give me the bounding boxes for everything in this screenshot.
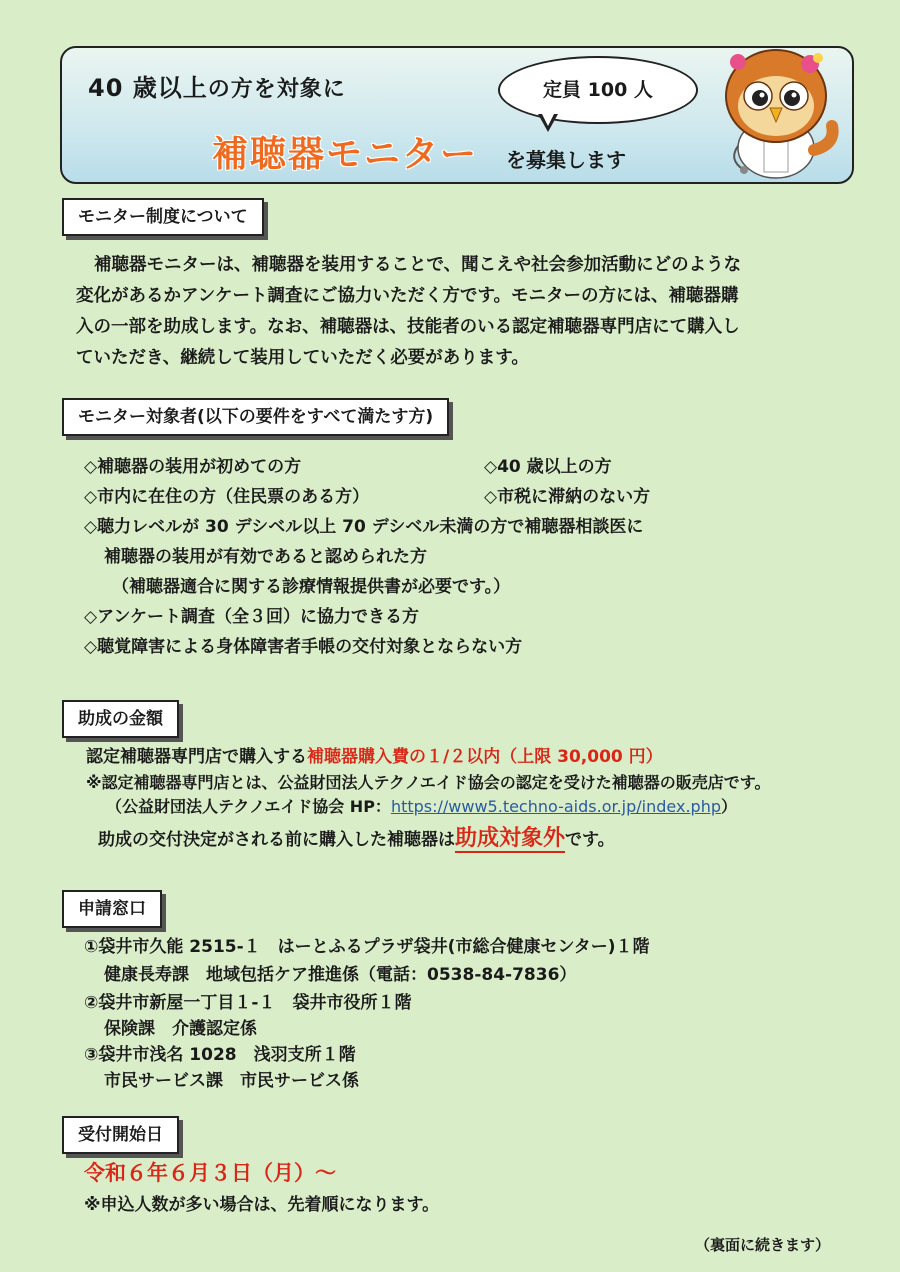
technoaid-hp-line [106, 792, 737, 822]
subsidy-limit: （上限 30,000 円） [500, 747, 663, 767]
window-2-department: 保険課 介護認定係 [104, 1019, 257, 1039]
banner-age: 40 歳以上 [88, 74, 208, 102]
paragraph-line: 入の一部を助成します。なお、補聴器は、技能者のいる認定補聴器専門店にて購入し [76, 317, 740, 337]
certified-shop-note: ※認定補聴器専門店とは、公益財団法人テクノエイド協会の認定を受けた補聴器の販売店です。 [86, 773, 771, 792]
window-2-address: ②袋井市新屋一丁目１-１ 袋井市役所１階 [84, 993, 412, 1013]
start-date: 令和６年６月３日（月）～ [84, 1161, 336, 1185]
requirement-hearing-level: ◇聴力レベルが 30 デシベル以上 70 デシベル未満の方で補聴器相談医に [84, 517, 644, 537]
subsidy-amount-pre: 認定補聴器専門店で購入する [86, 747, 307, 767]
requirement-no-disability-handbook: ◇聴覚障害による身体障害者手帳の交付対象とならない方 [84, 637, 523, 657]
requirement-hearing-level-note: （補聴器適合に関する診療情報提供書が必要です。） [112, 577, 511, 597]
warning-pre: 助成の交付決定がされる前に購入した補聴器は [98, 830, 455, 850]
section-label-monitor-system: モニター制度について [62, 198, 264, 236]
window-3-address: ③袋井市浅名 1028 浅羽支所１階 [84, 1045, 356, 1065]
requirement-first-time: ◇補聴器の装用が初めての方 [84, 457, 302, 477]
monitor-system-paragraph [76, 250, 866, 374]
section-label-application-window: 申請窓口 [62, 890, 162, 928]
paragraph-line: 補聴器モニターは、補聴器を装用することで、聞こえや社会参加活動にどのような [94, 255, 742, 275]
window-1-department: 健康長寿課 地域包括ケア推進係（電話：0538-84-7836） [104, 965, 577, 985]
window-1-address: ①袋井市久能 2515-１ はーとふるプラザ袋井(市総合健康センター)１階 [84, 937, 650, 957]
technoaid-hp-pre: （公益財団法人テクノエイド協会 HP： [106, 797, 391, 816]
banner-target-line [88, 68, 346, 103]
requirement-age: ◇40 歳以上の方 [484, 457, 612, 477]
paragraph-line: 変化があるかアンケート調査にご協力いただく方です。モニターの方には、補聴器購 [76, 286, 739, 306]
requirement-survey: ◇アンケート調査（全３回）に協力できる方 [84, 607, 420, 627]
subsidy-amount-red: 補聴器購入費の１/２以内 [307, 747, 501, 767]
requirement-no-tax-arrears: ◇市税に滞納のない方 [484, 487, 651, 507]
section-label-subsidy-amount: 助成の金額 [62, 700, 179, 738]
continued-on-back: （裏面に続きます） [694, 1236, 830, 1254]
banner-title-suffix: を募集します [506, 148, 626, 172]
window-3-department: 市民サービス課 市民サービス係 [104, 1071, 359, 1091]
requirement-resident: ◇市内に在住の方（住民票のある方） [84, 487, 370, 507]
capacity-bubble: 定員 100 人 [498, 56, 698, 124]
requirement-hearing-level-cont: 補聴器の装用が有効であると認められた方 [104, 547, 427, 567]
warning-post: です。 [565, 830, 615, 850]
not-eligible-warning [98, 824, 615, 855]
technoaid-hp-link[interactable]: https://www5.techno-aids.or.jp/index.php [390, 797, 721, 816]
warning-not-eligible: 助成対象外 [455, 826, 566, 851]
section-label-start-date: 受付開始日 [62, 1116, 179, 1154]
banner-target-rest: の方を対象に [207, 77, 346, 102]
technoaid-hp-post: ） [720, 797, 737, 816]
bubble-tail-inner [541, 112, 555, 126]
paragraph-line: ていただき、継続して装用していただく必要があります。 [76, 348, 529, 368]
banner-title: 補聴器モニター [212, 134, 479, 175]
owl-mascot-icon [714, 40, 844, 180]
section-label-eligibility: モニター対象者(以下の要件をすべて満たす方) [62, 398, 449, 436]
first-come-note: ※申込人数が多い場合は、先着順になります。 [84, 1195, 440, 1215]
